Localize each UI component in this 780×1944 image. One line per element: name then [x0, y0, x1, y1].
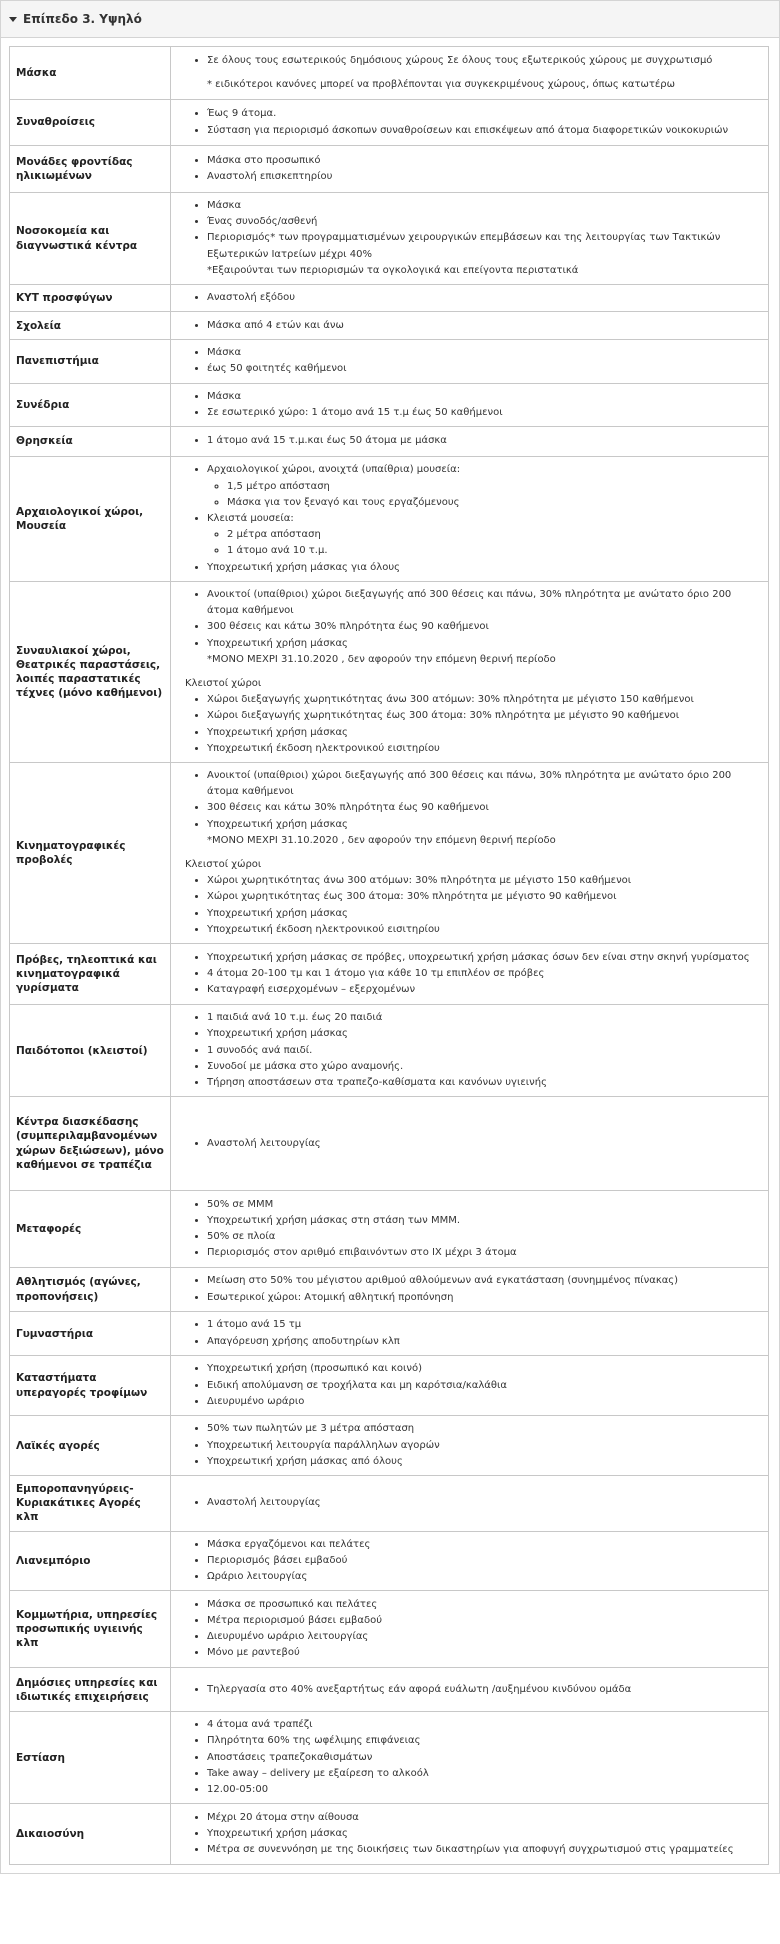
spacer	[185, 69, 758, 77]
measure-list	[185, 587, 758, 652]
list-item-text: Υποχρεωτική χρήση μάσκας για όλους	[207, 561, 400, 573]
table-row	[10, 944, 769, 1005]
list-item: • Αποστάσεις τραπεζοκαθισμάτων	[207, 1750, 758, 1766]
measure-list	[185, 290, 758, 306]
note-text: *Εξαιρούνται των περιορισμών τα ογκολογικά και επείγοντα περιστατικά	[207, 264, 579, 276]
list-item: • Αναστολή επισκεπτηρίου	[207, 169, 758, 185]
category-cell: ΚΥΤ προσφύγων	[10, 285, 171, 312]
list-item: • Υποχρεωτική χρήση μάσκας από όλους	[207, 1454, 758, 1470]
caret-down-icon	[9, 17, 17, 22]
category-cell: Αρχαιολογικοί χώροι, Μουσεία	[10, 457, 171, 582]
measure-list	[185, 198, 758, 263]
details-cell	[171, 427, 769, 457]
category-cell: Εμποροπανηγύρεις-Κυριακάτικες Αγορές κλπ	[10, 1476, 171, 1532]
list-item: • Καταγραφή εισερχομένων – εξερχομένων	[207, 982, 758, 998]
list-item: • 50% σε ΜΜΜ	[207, 1197, 758, 1213]
category-cell: Συναυλιακοί χώροι, Θεατρικές παραστάσεις, λοιπές παραστατικές τέχνες (μόνο καθήμενοι)	[10, 582, 171, 763]
list-item: • Υποχρεωτική χρήση μάσκας	[207, 636, 758, 652]
sub-list-item: ◦ 2 μέτρα απόσταση	[227, 527, 758, 543]
category-cell: Αθλητισμός (αγώνες, προπονήσεις)	[10, 1268, 171, 1312]
list-item: • Ωράριο λειτουργίας	[207, 1569, 758, 1585]
details-cell	[171, 1531, 769, 1591]
note-text: Κλειστοί χώροι	[185, 859, 262, 871]
measure-list	[185, 53, 758, 69]
sub-list-item: ◦ 1 άτομο ανά 10 τ.μ.	[227, 543, 758, 559]
list-item: • Διευρυμένο ωράριο	[207, 1394, 758, 1410]
category-cell: Κινηματογραφικές προβολές	[10, 763, 171, 944]
list-item: • Ανοικτοί (υπαίθριοι) χώροι διεξαγωγής από 300 θέσεις και πάνω, 30% πληρότητα με ανώτατο όριο 200 άτομα καθήμενοι	[207, 587, 758, 619]
list-item: • Χώροι διεξαγωγής χωρητικότητας έως 300 άτομα: 30% πληρότητα με μέγιστο 90 καθήμενοι	[207, 708, 758, 724]
table-row	[10, 1476, 769, 1532]
measures-table-body	[10, 47, 769, 1865]
list-item: • Αναστολή λειτουργίας	[207, 1136, 758, 1152]
measure-list	[185, 318, 758, 334]
sub-list	[207, 527, 758, 559]
note-text: *ΜΟΝΟ ΜΕΧΡΙ 31.10.2020 , δεν αφορούν την επόμενη θερινή περίοδο	[207, 834, 556, 846]
list-item: • Απαγόρευση χρήσης αποδυτηρίων κλπ	[207, 1334, 758, 1350]
list-item: • Μάσκα στο προσωπικό	[207, 153, 758, 169]
details-cell	[171, 1804, 769, 1865]
list-item: • Υποχρεωτική χρήση (προσωπικό και κοινό)	[207, 1361, 758, 1377]
measure-list	[185, 1537, 758, 1586]
measure-list	[185, 106, 758, 138]
table-row	[10, 193, 769, 285]
details-cell	[171, 1712, 769, 1804]
list-item	[207, 462, 758, 511]
list-item: • Χώροι χωρητικότητας έως 300 άτομα: 30% πληρότητα με μέγιστο 90 καθήμενοι	[207, 889, 758, 905]
details-cell	[171, 146, 769, 193]
details-cell	[171, 1356, 769, 1416]
list-item: • έως 50 φοιτητές καθήμενοι	[207, 361, 758, 377]
list-item: • Εσωτερικοί χώροι: Ατομική αθλητική προπόνηση	[207, 1290, 758, 1306]
list-item: • Υποχρεωτική έκδοση ηλεκτρονικού εισιτηρίου	[207, 741, 758, 757]
category-cell: Λαϊκές αγορές	[10, 1416, 171, 1476]
details-cell	[171, 340, 769, 383]
spacer	[185, 849, 758, 857]
details-cell	[171, 582, 769, 763]
table-row	[10, 47, 769, 100]
measure-list	[185, 345, 758, 377]
category-cell: Κέντρα διασκέδασης (συμπεριλαμβανομένων χώρων δεξιώσεων), μόνο καθήμενοι σε τραπέζια	[10, 1097, 171, 1191]
category-cell: Μονάδες φροντίδας ηλικιωμένων	[10, 146, 171, 193]
list-item: • Μείωση στο 50% του μέγιστου αριθμού αθλούμενων ανά εγκατάσταση (συνημμένος πίνακας)	[207, 1273, 758, 1289]
details-cell	[171, 1312, 769, 1356]
list-item: • Περιορισμός στον αριθμό επιβαινόντων στο ΙΧ μέχρι 3 άτομα	[207, 1245, 758, 1261]
sub-list-item: ◦ 1,5 μέτρο απόσταση	[227, 479, 758, 495]
list-item: • Υποχρεωτική χρήση μάσκας	[207, 725, 758, 741]
category-cell: Πανεπιστήμια	[10, 340, 171, 383]
table-row	[10, 340, 769, 383]
list-item: • Χώροι χωρητικότητας άνω 300 ατόμων: 30% πληρότητα με μέγιστο 150 καθήμενοι	[207, 873, 758, 889]
category-cell: Σχολεία	[10, 312, 171, 340]
table-row	[10, 1591, 769, 1668]
category-cell: Δημόσιες υπηρεσίες και ιδιωτικές επιχειρήσεις	[10, 1668, 171, 1712]
measure-list	[185, 1010, 758, 1091]
note-text: *ΜΟΝΟ ΜΕΧΡΙ 31.10.2020 , δεν αφορούν την επόμενη θερινή περίοδο	[207, 653, 556, 665]
list-item: • Μόνο με ραντεβού	[207, 1645, 758, 1661]
list-item: • Υποχρεωτική λειτουργία παράλληλων αγορών	[207, 1438, 758, 1454]
category-cell: Παιδότοποι (κλειστοί)	[10, 1005, 171, 1097]
table-row	[10, 1268, 769, 1312]
table-row	[10, 1312, 769, 1356]
details-cell	[171, 1097, 769, 1191]
category-cell: Δικαιοσύνη	[10, 1804, 171, 1865]
table-row	[10, 427, 769, 457]
sub-list-item: ◦ Μάσκα για τον ξεναγό και τους εργαζόμενους	[227, 495, 758, 511]
table-row	[10, 1804, 769, 1865]
list-item: • Υποχρεωτική χρήση μάσκας σε πρόβες, υποχρεωτική χρήση μάσκας όσων δεν είναι στην σκηνή γυρίσματος	[207, 950, 758, 966]
table-row	[10, 1668, 769, 1712]
list-item: • Υποχρεωτική χρήση μάσκας	[207, 1026, 758, 1042]
details-cell	[171, 1005, 769, 1097]
list-item: • 1 παιδιά ανά 10 τ.μ. έως 20 παιδιά	[207, 1010, 758, 1026]
note-text: * ειδικότεροι κανόνες μπορεί να προβλέπονται για συγκεκριμένους χώρους, όπως κατωτέρω	[207, 79, 675, 90]
list-item: • 50% των πωλητών με 3 μέτρα απόσταση	[207, 1421, 758, 1437]
category-cell: Συνέδρια	[10, 383, 171, 426]
list-item: • Take away – delivery με εξαίρεση το αλκοόλ	[207, 1766, 758, 1782]
table-row	[10, 1356, 769, 1416]
list-item: • Ανοικτοί (υπαίθριοι) χώροι διεξαγωγής από 300 θέσεις και πάνω, 30% πληρότητα με ανώτατο όριο 200 άτομα καθήμενοι	[207, 768, 758, 800]
category-cell: Πρόβες, τηλεοπτικά και κινηματογραφικά γυρίσματα	[10, 944, 171, 1005]
measure-list	[185, 389, 758, 421]
category-cell: Νοσοκομεία και διαγνωστικά κέντρα	[10, 193, 171, 285]
details-cell	[171, 1416, 769, 1476]
table-row	[10, 582, 769, 763]
list-item: • Μάσκα	[207, 389, 758, 405]
details-cell	[171, 1268, 769, 1312]
list-item: • 4 άτομα 20-100 τμ και 1 άτομο για κάθε 10 τμ επιπλέον σε πρόβες	[207, 966, 758, 982]
list-item: • Μάσκα	[207, 345, 758, 361]
list-item-text: Κλειστά μουσεία:	[207, 512, 294, 524]
measure-list	[185, 1197, 758, 1262]
details-cell	[171, 100, 769, 146]
measure-list	[185, 1317, 758, 1349]
list-item: • 1 άτομο ανά 15 τ.μ.και έως 50 άτομα με μάσκα	[207, 433, 758, 449]
list-item: • 4 άτομα ανά τραπέζι	[207, 1717, 758, 1733]
list-item: • Υποχρεωτική χρήση μάσκας	[207, 906, 758, 922]
list-item	[207, 511, 758, 560]
measure-list	[185, 1421, 758, 1470]
measure-list	[185, 768, 758, 833]
table-row	[10, 1712, 769, 1804]
list-item: • Υποχρεωτική έκδοση ηλεκτρονικού εισιτηρίου	[207, 922, 758, 938]
spacer	[185, 668, 758, 676]
table-row	[10, 1097, 769, 1191]
measure-list	[185, 462, 758, 575]
list-item-text: Αρχαιολογικοί χώροι, ανοιχτά (υπαίθρια) μουσεία:	[207, 464, 461, 476]
list-item: • Σύσταση για περιορισμό άσκοπων συναθροίσεων και επισκέψεων από άτομα διαφορετικών νοικοκυριών	[207, 123, 758, 139]
list-item: • Μάσκα σε προσωπικό και πελάτες	[207, 1597, 758, 1613]
details-cell	[171, 312, 769, 340]
details-cell	[171, 383, 769, 426]
list-item: • Ειδική απολύμανση σε τροχήλατα και μη καρότσια/καλάθια	[207, 1378, 758, 1394]
table-row	[10, 383, 769, 426]
list-item: • Χώροι διεξαγωγής χωρητικότητας άνω 300 ατόμων: 30% πληρότητα με μέγιστο 150 καθήμενοι	[207, 692, 758, 708]
table-row	[10, 100, 769, 146]
details-cell	[171, 1668, 769, 1712]
list-item: • Διευρυμένο ωράριο λειτουργίας	[207, 1629, 758, 1645]
list-item: • Αναστολή λειτουργίας	[207, 1495, 758, 1511]
note-text: Κλειστοί χώροι	[185, 678, 262, 690]
list-item: • Τήρηση αποστάσεων στα τραπεζο-καθίσματα και κανόνων υγιεινής	[207, 1075, 758, 1091]
list-item: • 12.00-05:00	[207, 1782, 758, 1798]
list-item: • 300 θέσεις και κάτω 30% πληρότητα έως 90 καθήμενοι	[207, 619, 758, 635]
category-cell: Καταστήματα υπεραγορές τροφίμων	[10, 1356, 171, 1416]
panel-header-toggle[interactable]	[1, 1, 779, 38]
details-cell	[171, 1476, 769, 1532]
list-item: • Μάσκα εργαζόμενοι και πελάτες	[207, 1537, 758, 1553]
list-item: • Σε εσωτερικό χώρο: 1 άτομο ανά 15 τ.μ έως 50 καθήμενοι	[207, 405, 758, 421]
sub-list	[207, 479, 758, 511]
measure-list	[185, 692, 758, 757]
category-cell: Γυμναστήρια	[10, 1312, 171, 1356]
details-cell	[171, 457, 769, 582]
table-row	[10, 763, 769, 944]
category-cell: Θρησκεία	[10, 427, 171, 457]
list-item: • Πληρότητα 60% της ωφέλιμης επιφάνειας	[207, 1733, 758, 1749]
table-row	[10, 146, 769, 193]
list-item: • Μέχρι 20 άτομα στην αίθουσα	[207, 1810, 758, 1826]
panel-title: Επίπεδο 3. Υψηλό	[23, 12, 142, 26]
list-item: • Μάσκα	[207, 198, 758, 214]
list-item: • Υποχρεωτική χρήση μάσκας	[207, 1826, 758, 1842]
measure-list	[185, 1810, 758, 1859]
list-item: • Μάσκα από 4 ετών και άνω	[207, 318, 758, 334]
category-cell: Κομμωτήρια, υπηρεσίες προσωπικής υγιεινής κλπ	[10, 1591, 171, 1668]
list-item: • Τηλεργασία στο 40% ανεξαρτήτως εάν αφορά ευάλωτη /αυξημένου κινδύνου ομάδα	[207, 1682, 758, 1698]
details-cell	[171, 763, 769, 944]
category-cell: Μάσκα	[10, 47, 171, 100]
measure-list	[185, 1136, 758, 1152]
measures-table	[9, 46, 769, 1865]
list-item: • 1 άτομο ανά 15 τμ	[207, 1317, 758, 1333]
details-cell	[171, 285, 769, 312]
list-item: • Έως 9 άτομα.	[207, 106, 758, 122]
list-item: • Μέτρα περιορισμού βάσει εμβαδού	[207, 1613, 758, 1629]
list-item: • 1 συνοδός ανά παιδί.	[207, 1043, 758, 1059]
table-row	[10, 1005, 769, 1097]
table-row	[10, 1531, 769, 1591]
table-row	[10, 457, 769, 582]
details-cell	[171, 193, 769, 285]
list-item: • 50% σε πλοία	[207, 1229, 758, 1245]
list-item: • Αναστολή εξόδου	[207, 290, 758, 306]
details-cell	[171, 1591, 769, 1668]
list-item: • Ένας συνοδός/ασθενή	[207, 214, 758, 230]
list-item: • Περιορισμός βάσει εμβαδού	[207, 1553, 758, 1569]
measure-list	[185, 153, 758, 185]
list-item: • Σε όλους τους εσωτερικούς δημόσιους χώρους Σε όλους τους εξωτερικούς χώρους με συγχρωτισμό	[207, 53, 758, 69]
measure-list	[185, 1273, 758, 1305]
table-row	[10, 1416, 769, 1476]
details-cell	[171, 944, 769, 1005]
table-row	[10, 285, 769, 312]
measure-list	[185, 1682, 758, 1698]
list-item: • Συνοδοί με μάσκα στο χώρο αναμονής.	[207, 1059, 758, 1075]
measure-list	[185, 950, 758, 999]
list-item: • Μέτρα σε συνεννόηση με της διοικήσεις των δικαστηρίων για αποφυγή συγχρωτισμού στις γραμματείες	[207, 1842, 758, 1858]
measure-list	[185, 1361, 758, 1410]
measure-list	[185, 1717, 758, 1798]
category-cell: Εστίαση	[10, 1712, 171, 1804]
table-row	[10, 1191, 769, 1268]
details-cell	[171, 1191, 769, 1268]
table-row	[10, 312, 769, 340]
list-item: • Υποχρεωτική χρήση μάσκας	[207, 817, 758, 833]
list-item	[207, 560, 758, 576]
list-item: • 300 θέσεις και κάτω 30% πληρότητα έως 90 καθήμενοι	[207, 800, 758, 816]
list-item: • Περιορισμός* των προγραμματισμένων χειρουργικών επεμβάσεων και της λειτουργίας των Τακτικών Εξωτερικών Ιατρείων μέχρι 40%	[207, 230, 758, 262]
details-cell	[171, 47, 769, 100]
measure-list	[185, 433, 758, 449]
category-cell: Συναθροίσεις	[10, 100, 171, 146]
list-item: • Υποχρεωτική χρήση μάσκας στη στάση των ΜΜΜ.	[207, 1213, 758, 1229]
measure-list	[185, 1495, 758, 1511]
category-cell: Μεταφορές	[10, 1191, 171, 1268]
measure-list	[185, 873, 758, 938]
measure-list	[185, 1597, 758, 1662]
category-cell: Λιανεμπόριο	[10, 1531, 171, 1591]
